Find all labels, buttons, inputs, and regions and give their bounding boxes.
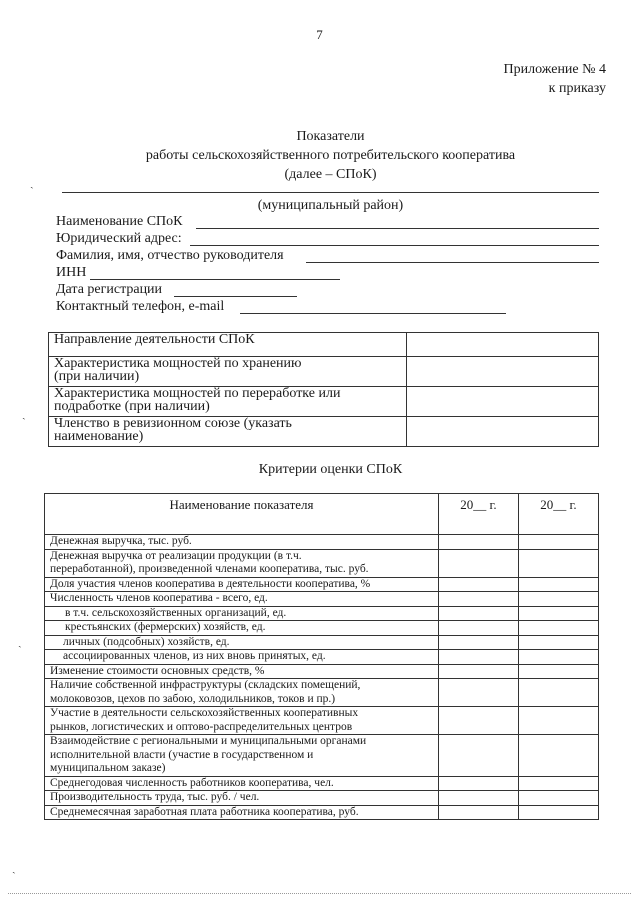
indicator-text: Участие в деятельности сельскохозяйственных кооперативных [50, 707, 359, 719]
indicator-text: Наличие собственной инфраструктуры (складских помещений, [50, 679, 361, 691]
indicator-text: переработанной), произведенной членами кооператива, тыс. руб. [50, 563, 369, 575]
info-value-cell[interactable] [406, 333, 598, 357]
cooperative-info-table [48, 332, 599, 447]
indicator-cell [45, 635, 439, 650]
year-1-value-cell[interactable] [439, 650, 519, 665]
year-2-value-cell[interactable] [518, 679, 598, 707]
year-1-value-cell[interactable] [439, 805, 519, 820]
year-1-value-cell[interactable] [439, 621, 519, 636]
indicator-cell [45, 679, 439, 707]
year-2-value-cell[interactable] [518, 635, 598, 650]
page-number: 7 [316, 27, 323, 42]
indicator-cell [45, 664, 439, 679]
year-1-value-cell[interactable] [439, 535, 519, 550]
year-2-value-cell[interactable] [518, 735, 598, 777]
indicator-cell [45, 592, 439, 607]
year-2-value-cell[interactable] [518, 650, 598, 665]
indicator-text: личных (подсобных) хозяйств, ед. [63, 635, 230, 648]
field-registration-date-label: Дата регистрации [56, 282, 163, 297]
indicator-text: в т.ч. сельскохозяйственных организаций, ед. [65, 606, 287, 619]
table-row [45, 635, 599, 650]
table-row [45, 776, 599, 791]
year-1-value-cell[interactable] [439, 791, 519, 806]
field-contact-label: Контактный телефон, e-mail [56, 299, 225, 314]
table-row [45, 549, 599, 577]
table-row [45, 577, 599, 592]
header-year-2: 20__ г. [518, 494, 598, 535]
info-label-text: Направление деятельности СПоК [54, 332, 255, 347]
title-line-1: Показатели [296, 129, 365, 144]
indicator-cell [45, 776, 439, 791]
year-2-value-cell[interactable] [518, 549, 598, 577]
field-name-input[interactable] [196, 215, 599, 229]
field-inn-label: ИНН [56, 265, 87, 280]
field-address-label: Юридический адрес: [56, 231, 182, 246]
info-label-cell [49, 357, 407, 387]
indicator-cell [45, 535, 439, 550]
info-label-text: (при наличии) [54, 369, 140, 384]
indicator-cell [45, 650, 439, 665]
indicator-text: муниципальном заказе) [50, 762, 166, 774]
year-2-value-cell[interactable] [518, 776, 598, 791]
info-label-cell [49, 417, 407, 447]
table-row [49, 387, 599, 417]
year-1-value-cell[interactable] [439, 735, 519, 777]
year-1-value-cell[interactable] [439, 679, 519, 707]
indicator-text: крестьянских (фермерских) хозяйств, ед. [65, 621, 266, 633]
field-contact-input[interactable] [240, 300, 506, 314]
scan-mark: ˏ [18, 636, 22, 648]
year-2-value-cell[interactable] [518, 664, 598, 679]
info-value-cell[interactable] [406, 357, 598, 387]
table-row [45, 650, 599, 665]
indicator-text: Денежная выручка, тыс. руб. [50, 535, 192, 547]
year-1-value-cell[interactable] [439, 577, 519, 592]
table-row [45, 606, 599, 621]
info-label-text: Характеристика мощностей по переработке или [54, 386, 341, 401]
field-address-input[interactable] [190, 232, 599, 246]
table-row [45, 592, 599, 607]
year-1-value-cell[interactable] [439, 776, 519, 791]
indicator-text: Взаимодействие с региональными и муниципальными органами [50, 735, 367, 747]
indicator-text: Численность членов кооператива - всего, ед. [50, 592, 268, 604]
indicator-text: молоковозов, цехов по забою, холодильников, токов и пр.) [50, 692, 336, 705]
scan-mark: ˏ [30, 177, 34, 189]
criteria-header-row [45, 494, 599, 535]
municipal-district-label: (муниципальный район) [257, 198, 404, 213]
indicator-cell [45, 791, 439, 806]
indicator-text: Доля участия членов кооператива в деятельности кооператива, % [50, 577, 371, 590]
indicator-cell [45, 621, 439, 636]
info-label-text: наименование) [54, 429, 144, 444]
appendix-line-2: к приказу [548, 81, 606, 96]
criteria-title: Критерии оценки СПоК [258, 462, 403, 477]
table-row [45, 791, 599, 806]
year-1-value-cell[interactable] [439, 635, 519, 650]
indicator-cell [45, 549, 439, 577]
header-indicator-name: Наименование показателя [45, 494, 439, 535]
info-value-cell[interactable] [406, 387, 598, 417]
municipal-district-blank[interactable] [62, 192, 599, 193]
document-title [0, 127, 639, 184]
indicator-text: Производительность труда, тыс. руб. / чел. [50, 791, 260, 803]
indicator-text: Денежная выручка от реализации продукции (в т.ч. [50, 549, 302, 562]
year-1-value-cell[interactable] [439, 592, 519, 607]
indicator-cell [45, 707, 439, 735]
title-line-2: работы сельскохозяйственного потребительского кооператива [145, 148, 516, 163]
table-row [45, 535, 599, 550]
table-row [49, 417, 599, 447]
indicator-text: Среднемесячная заработная плата работника кооператива, руб. [50, 805, 359, 818]
year-2-value-cell[interactable] [518, 707, 598, 735]
page-bottom-edge [8, 893, 631, 894]
table-row [45, 621, 599, 636]
appendix-reference [504, 60, 607, 98]
info-label-text: подработке (при наличии) [54, 399, 210, 414]
year-1-value-cell[interactable] [439, 707, 519, 735]
year-1-value-cell[interactable] [439, 549, 519, 577]
field-name-label: Наименование СПоК [56, 214, 183, 229]
info-label-text: Характеристика мощностей по хранению [54, 356, 302, 371]
indicator-text: исполнительной власти (участие в государственном и [50, 748, 314, 761]
year-2-value-cell[interactable] [518, 606, 598, 621]
year-2-value-cell[interactable] [518, 791, 598, 806]
appendix-line-1: Приложение № 4 [503, 62, 606, 77]
info-label-cell [49, 387, 407, 417]
table-row [45, 707, 599, 735]
year-2-value-cell[interactable] [518, 592, 598, 607]
header-year-1: 20__ г. [439, 494, 519, 535]
indicator-cell [45, 577, 439, 592]
year-2-value-cell[interactable] [518, 805, 598, 820]
field-director-input[interactable] [306, 249, 599, 263]
info-label-text: Членство в ревизионном союзе (указать [54, 416, 292, 431]
indicator-text: ассоциированных членов, из них вновь принятых, ед. [63, 650, 326, 662]
year-2-value-cell[interactable] [518, 577, 598, 592]
table-row [49, 333, 599, 357]
table-row [45, 664, 599, 679]
scan-mark: ˏ [12, 862, 16, 874]
scan-mark: ˏ [22, 408, 26, 420]
year-1-value-cell[interactable] [439, 664, 519, 679]
field-registration-date-input[interactable] [174, 283, 297, 297]
field-inn-input[interactable] [90, 266, 340, 280]
field-director-label: Фамилия, имя, отчество руководителя [56, 248, 284, 263]
info-label-cell [49, 333, 407, 357]
title-line-3: (далее – СПоК) [284, 167, 377, 182]
indicator-cell [45, 805, 439, 820]
criteria-table [44, 493, 599, 820]
table-row [45, 735, 599, 777]
table-row [45, 679, 599, 707]
year-2-value-cell[interactable] [518, 621, 598, 636]
indicator-cell [45, 735, 439, 777]
info-value-cell[interactable] [406, 417, 598, 447]
year-2-value-cell[interactable] [518, 535, 598, 550]
indicator-text: Изменение стоимости основных средств, % [50, 664, 265, 677]
year-1-value-cell[interactable] [439, 606, 519, 621]
table-row [45, 805, 599, 820]
indicator-text: Среднегодовая численность работников кооператива, чел. [50, 776, 334, 789]
indicator-text: рынков, логистических и оптово-распределительных центров [50, 720, 353, 733]
indicator-cell [45, 606, 439, 621]
table-row [49, 357, 599, 387]
